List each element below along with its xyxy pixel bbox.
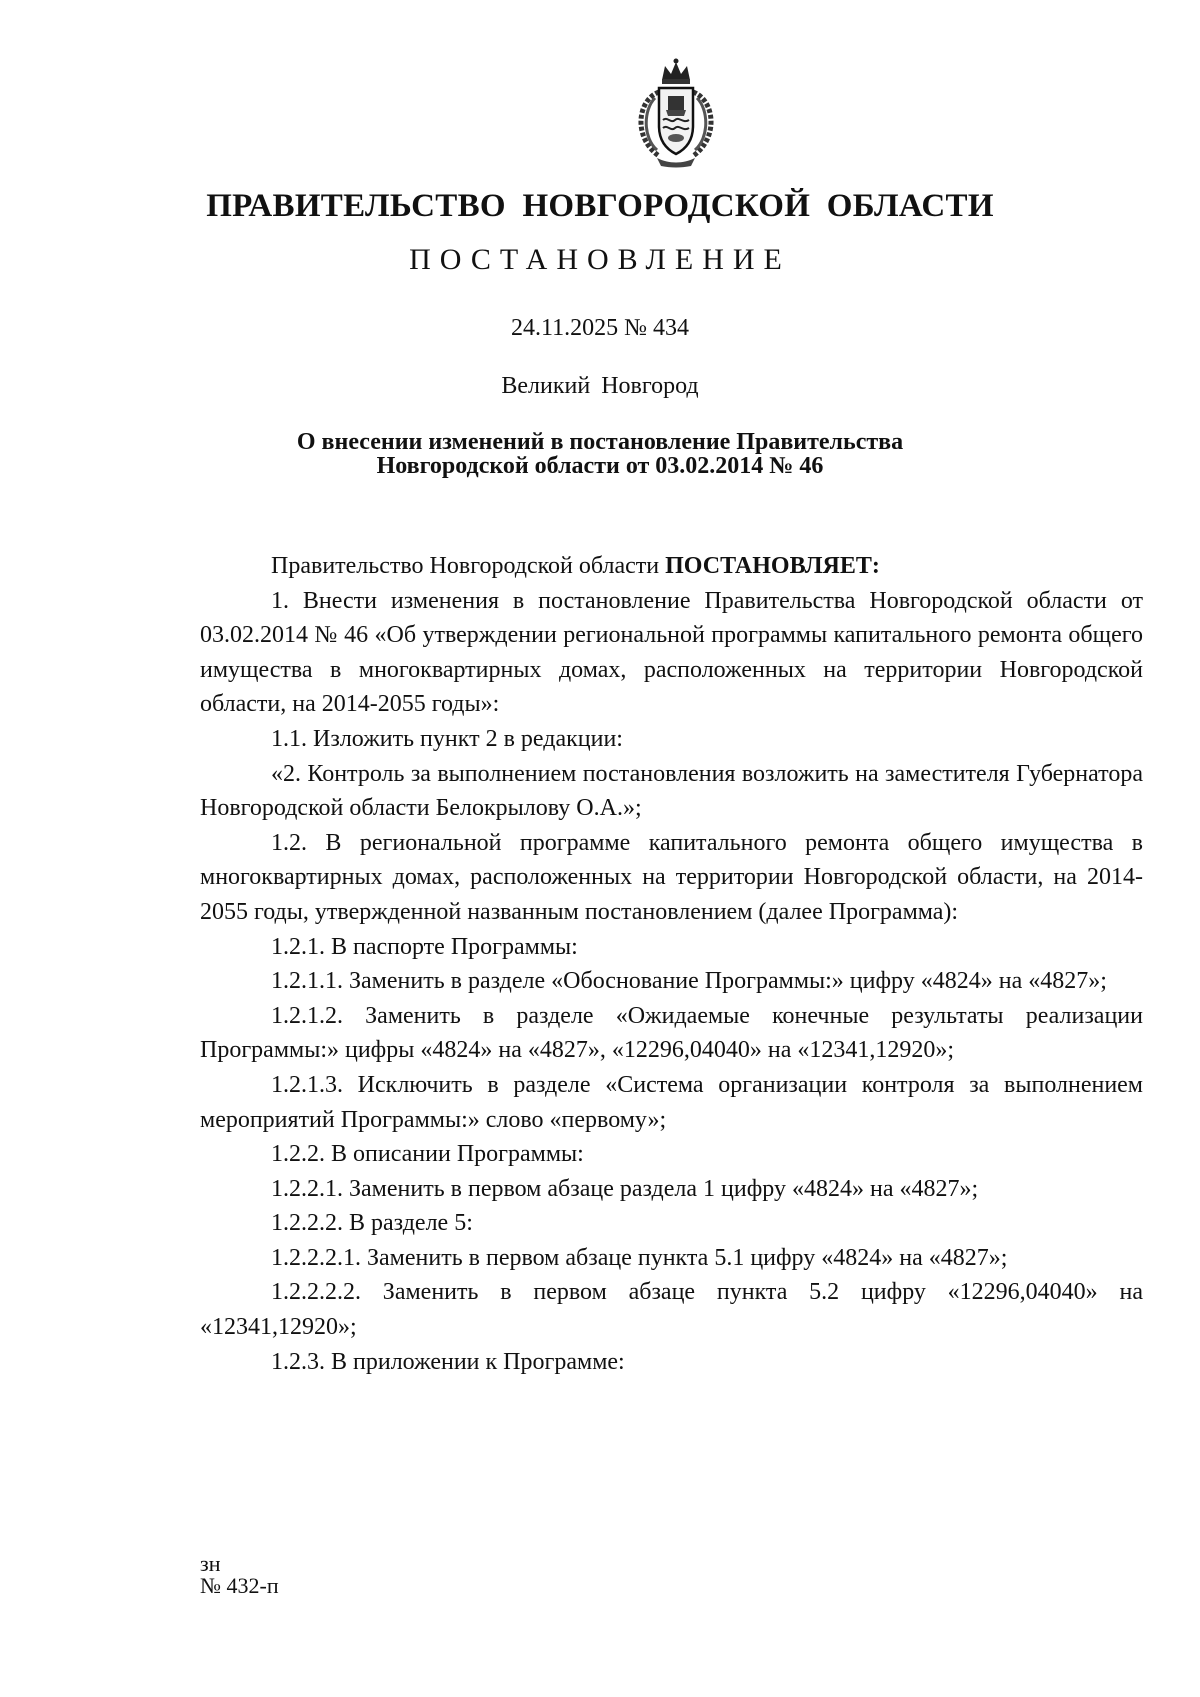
organization-name: ПРАВИТЕЛЬСТВО НОВГОРОДСКОЙ ОБЛАСТИ: [206, 188, 994, 224]
paragraph-1-1-text: «2. Контроль за выполнением постановления возложить на заместителя Губернатора Новгородской области Белокрылову О.А.»;: [200, 760, 1143, 822]
paragraph-1-2-1-2: 1.2.1.2. Заменить в разделе «Ожидаемые конечные результаты реализации Программы:» цифры «4824» на «4827», «12296,04040» на «12341,12920»;: [200, 1002, 1143, 1064]
paragraph-1-2-2-2-1: 1.2.2.2.1. Заменить в первом абзаце пункта 5.1 цифру «4824» на «4827»;: [271, 1244, 1008, 1271]
footer-ref-number: № 432-п: [200, 1573, 279, 1598]
paragraph-1-2-3: 1.2.3. В приложении к Программе:: [271, 1348, 625, 1375]
preamble-text: Правительство Новгородской области: [271, 553, 660, 579]
paragraph-1-2-2-1: 1.2.2.1. Заменить в первом абзаце раздела 1 цифру «4824» на «4827»;: [271, 1175, 979, 1202]
footer-initials: зн: [200, 1551, 221, 1576]
title-line-1: О внесении изменений в постановление Правительства: [296, 429, 904, 455]
footer-reference: [200, 1553, 279, 1597]
paragraph-1-2-2-2: 1.2.2.2. В разделе 5:: [271, 1210, 473, 1237]
coat-of-arms-icon: [629, 58, 723, 168]
paragraph-1-2-1-3: 1.2.1.3. Исключить в разделе «Система организации контроля за выполнением мероприятий Программы:» слово «первому»;: [200, 1071, 1143, 1133]
document-type: ПОСТАНОВЛЕНИЕ: [409, 243, 791, 276]
paragraph-1: 1. Внести изменения в постановление Правительства Новгородской области от 03.02.2014 № 46 «Об утверждении региональной программы капитального ремонта общего имущества в многоквартирных домах, расположенных на территории Новгородской области, на 2014-2055 годы»:: [200, 587, 1143, 718]
preamble-paragraph: [200, 549, 1143, 584]
resolution-keyword: ПОСТАНОВЛЯЕТ:: [665, 553, 880, 579]
paragraph-1-2-1-1: 1.2.1.1. Заменить в разделе «Обоснование Программы:» цифру «4824» на «4827»;: [271, 968, 1107, 995]
document-title: [0, 430, 1200, 478]
document-date-number: 24.11.2025 № 434: [510, 315, 689, 341]
document-body: [200, 549, 1143, 1379]
city-name: Великий Новгород: [501, 373, 699, 399]
title-line-2: Новгородской области от 03.02.2014 № 46: [376, 453, 824, 479]
paragraph-1-1: 1.1. Изложить пункт 2 в редакции:: [271, 725, 623, 752]
paragraph-1-2: 1.2. В региональной программе капитального ремонта общего имущества в многоквартирных домах, расположенных на территории Новгородской области, на 2014-2055 годы, утвержденной названным постановлением (далее Программа):: [200, 829, 1143, 925]
paragraph-1-2-2-2-2: 1.2.2.2.2. Заменить в первом абзаце пункта 5.2 цифру «12296,04040» на «12341,12920»;: [200, 1279, 1143, 1341]
paragraph-1-2-1: 1.2.1. В паспорте Программы:: [271, 933, 578, 960]
paragraph-1-2-2: 1.2.2. В описании Программы:: [271, 1141, 584, 1168]
